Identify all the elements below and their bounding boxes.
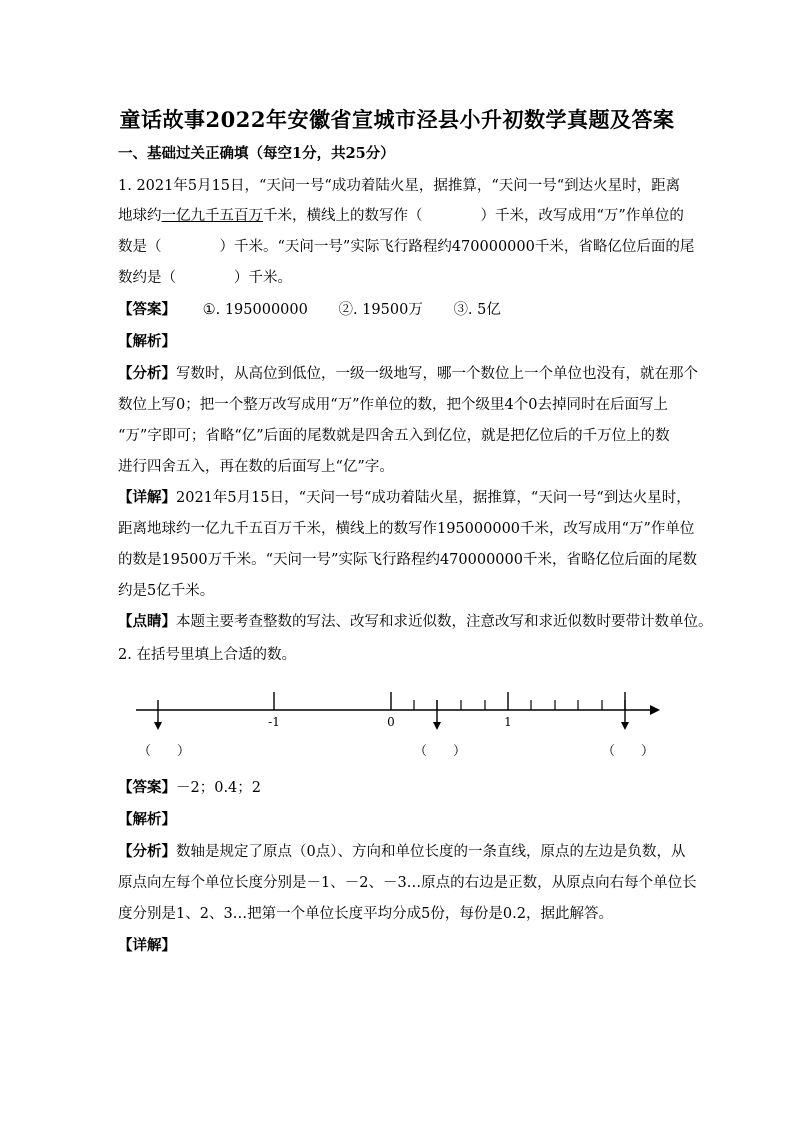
q1-fenxi-line-1: [118, 364, 698, 384]
q2-fenxi-line-3: 度分别是1、2、3…把第一个单位长度平均分成5份，每份是0.2，据此解答。: [118, 906, 613, 922]
q1-line-2: [118, 206, 684, 226]
q1-xiangjie-line-2: 距离地球约一亿九千五百万千米，横线上的数写作195000000千米，改写成用“万”作单位: [118, 521, 695, 537]
q1-line-4: 数约是（ ）千米。: [118, 270, 292, 286]
q1-xiangjie-line-1: [118, 488, 691, 508]
fenxi-text: 写数时，从高位到低位，一级一级地写，哪一个数位上一个单位也没有，就在那个: [176, 366, 698, 382]
analysis-tag: 【解析】: [118, 333, 176, 350]
xiangjie-tag: 【详解】: [118, 937, 176, 954]
answer-item: ③. 5亿: [453, 302, 501, 318]
q1-xiangjie-line-3: 的数是19500万千米。“天问一号”实际飞行路程约470000000千米，省略亿位后面的尾数: [118, 552, 697, 568]
tick-label-1: 1: [504, 715, 512, 729]
q2-answer-text: －2；0.4；2: [176, 780, 262, 796]
answer-tag: 【答案】: [118, 301, 176, 318]
q1-fenxi-line-3: “万”字即可；省略“亿”后面的尾数就是四舍五入到亿位，就是把亿位后的千万位上的数: [118, 428, 670, 444]
pointer-arrow-head-2: [433, 722, 441, 730]
analysis-tag: 【解析】: [118, 811, 176, 828]
pointer-arrow-head-1: [154, 722, 162, 730]
q1-line-3: 数是（ ）千米。“天问一号”实际飞行路程约470000000千米，省略亿位后面的尾: [118, 239, 695, 255]
dianjing-tag: 【点睛】: [118, 613, 176, 630]
q1-fenxi-line-4: 进行四舍五入，再在数的后面写上“亿”字。: [118, 459, 394, 475]
number-line-svg: [130, 686, 670, 746]
pointer-arrow-head-3: [621, 722, 629, 730]
q1-answer: [118, 300, 678, 320]
section-heading: 一、基础过关正确填（每空1分，共25分）: [118, 145, 395, 162]
number-line-figure: [130, 686, 670, 756]
q1-fenxi-line-2: 数位上写0；把一个整万改写成用“万”作单位的数，把个级里4个0去掉同时在后面写上: [118, 397, 668, 413]
page-title: 童话故事2022年安徽省宣城市泾县小升初数学真题及答案: [119, 107, 675, 132]
blank-1: （ ）: [138, 744, 191, 759]
answer-tag: 【答案】: [118, 779, 176, 796]
answer-item: ②. 19500万: [338, 302, 423, 318]
axis-arrow-head: [650, 705, 660, 715]
xiangjie-text: 2021年5月15日，“天问一号“成功着陆火星，据推算，“天问一号“到达火星时，: [176, 490, 691, 506]
q1-line-2-post: 千米，横线上的数写作（ ）千米，改写成用“万”作单位的: [263, 208, 684, 224]
q1-line-2-pre: 地球约: [118, 208, 162, 224]
fenxi-text: 数轴是规定了原点（0点）、方向和单位长度的一条直线，原点的左边是负数，从: [176, 844, 686, 860]
q2-prompt: 2. 在括号里填上合适的数。: [118, 647, 296, 663]
q1-underlined-number: 一亿九千五百万: [161, 208, 263, 224]
tick-label-minus-1: -1: [268, 715, 280, 729]
q2-fenxi-line-2: 原点向左每个单位长度分别是－1、－2、－3…原点的右边是正数，从原点向右每个单位长: [118, 875, 697, 891]
q1-xiangjie-line-4: 约是5亿千米。: [118, 583, 215, 599]
fenxi-tag: 【分析】: [118, 843, 176, 860]
xiangjie-tag: 【详解】: [118, 489, 176, 506]
blank-2: （ ）: [414, 744, 467, 759]
blank-3: （ ）: [602, 744, 655, 759]
q1-line-1: 1. 2021年5月15日，“天问一号“成功着陆火星，据推算，“天问一号“到达火星时，距离: [118, 178, 681, 194]
q2-answer: [118, 778, 678, 798]
q1-dianjing: [118, 612, 713, 632]
q2-fenxi-line-1: [118, 842, 686, 862]
tick-label-0: 0: [387, 715, 395, 729]
fenxi-tag: 【分析】: [118, 365, 176, 382]
dianjing-text: 本题主要考查整数的写法、改写和求近似数，注意改写和求近似数时要带计数单位。: [176, 614, 713, 630]
answer-item: ①. 195000000: [202, 302, 308, 318]
